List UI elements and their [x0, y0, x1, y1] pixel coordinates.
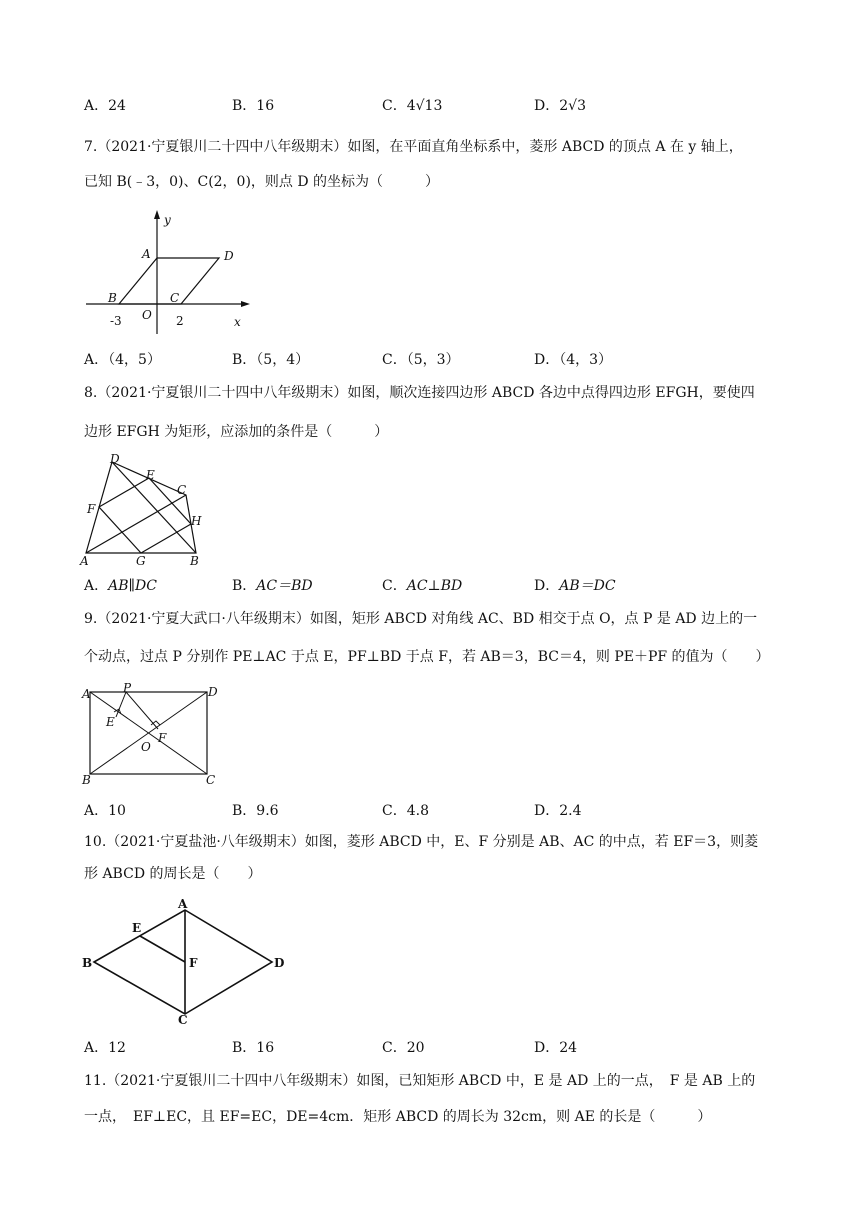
q7-option-a[interactable]: A．（4，5） — [84, 352, 161, 368]
q9-stem-line1: 9.（2021·宁夏大武口·八年级期末）如图，矩形 ABCD 对角线 AC、BD 相交于点 O，点 P 是 AD 边上的一 — [84, 611, 758, 627]
q9-label-o: O — [141, 740, 151, 754]
q10-figure — [76, 896, 296, 1026]
q7-label-x: x — [234, 315, 241, 329]
q10-option-c[interactable]: C．20 — [382, 1040, 425, 1056]
q9-label-a: A — [82, 687, 91, 701]
q10-stem-line2: 形 ABCD 的周长是（ ） — [84, 866, 262, 882]
q10-stem-line1: 10.（2021·宁夏盐池·八年级期末）如图，菱形 ABCD 中，E、F 分别是 AB、AC 的中点，若 EF＝3，则菱 — [84, 834, 759, 850]
q10-label-f: F — [189, 956, 198, 970]
q8-label-g: G — [136, 554, 146, 568]
q7-stem-line2: 已知 B(﹣3，0)、C(2，0)，则点 D 的坐标为（ ） — [84, 174, 440, 190]
q7-label-d: D — [224, 249, 234, 263]
q7-options — [84, 349, 784, 369]
q10-label-a: A — [178, 897, 188, 911]
q7-label-a: A — [142, 247, 151, 261]
q9-label-f: F — [158, 731, 167, 745]
q8-option-d[interactable]: D．AB＝DC — [534, 578, 616, 594]
q9-label-e: E — [106, 715, 115, 729]
q7-label-c: C — [170, 291, 180, 305]
q9-label-p: P — [123, 681, 132, 695]
q9-stem-line2: 个动点，过点 P 分别作 PE⊥AC 于点 E，PF⊥BD 于点 F，若 AB＝3，BC＝4，则 PE＋PF 的值为（ ） — [84, 649, 770, 665]
q9-option-b[interactable]: B．9.6 — [232, 803, 279, 819]
q7-label-o: O — [142, 308, 152, 322]
q7-option-c[interactable]: C．（5，3） — [382, 352, 460, 368]
q10-options — [84, 1037, 784, 1057]
q6-option-b[interactable]: B．16 — [232, 98, 275, 114]
q7-label-b: B — [108, 291, 117, 305]
q7-label-y: y — [164, 213, 171, 227]
q10-label-e: E — [132, 921, 142, 935]
q9-label-b: B — [82, 773, 91, 787]
q6-options — [84, 95, 784, 115]
q11-stem-line2: 一点， EF⊥EC，且 EF=EC，DE=4cm．矩形 ABCD 的周长为 32cm，则 AE 的长是（ ） — [84, 1109, 712, 1125]
q8-label-d: D — [110, 452, 120, 466]
q10-label-c: C — [178, 1013, 188, 1026]
q8-label-a: A — [80, 554, 89, 568]
q8-figure — [76, 450, 216, 572]
q6-option-a[interactable]: A．24 — [84, 98, 126, 114]
q7-label-minus3: -3 — [110, 314, 122, 328]
q9-label-c: C — [206, 773, 216, 787]
q8-label-f: F — [87, 502, 96, 516]
q7-option-b[interactable]: B．（5，4） — [232, 352, 310, 368]
q9-figure — [78, 680, 228, 790]
q8-label-e: E — [146, 468, 155, 482]
q8-stem-line2: 边形 EFGH 为矩形，应添加的条件是（ ） — [84, 424, 389, 440]
q8-stem-line1: 8.（2021·宁夏银川二十四中八年级期末）如图，顺次连接四边形 ABCD 各边中点得四边形 EFGH，要使四 — [84, 385, 755, 401]
q10-label-d: D — [274, 956, 285, 970]
q11-stem-line1: 11.（2021·宁夏银川二十四中八年级期末）如图，已知矩形 ABCD 中，E 是 AD 上的一点， F 是 AB 上的 — [84, 1073, 756, 1089]
q10-option-a[interactable]: A．12 — [84, 1040, 126, 1056]
q8-option-a[interactable]: A．AB∥DC — [84, 578, 157, 594]
q10-option-d[interactable]: D．24 — [534, 1040, 578, 1056]
q8-label-b: B — [190, 554, 199, 568]
q9-options — [84, 800, 784, 820]
q10-label-b: B — [82, 956, 93, 970]
q8-label-h: H — [191, 514, 202, 528]
q10-option-b[interactable]: B．16 — [232, 1040, 275, 1056]
q7-figure — [84, 206, 254, 336]
q8-label-c: C — [177, 483, 187, 497]
q9-label-d: D — [208, 685, 218, 699]
q6-option-d[interactable]: D．2√3 — [534, 98, 586, 114]
q6-option-c[interactable]: C．4√13 — [382, 98, 443, 114]
q7-stem-line1: 7.（2021·宁夏银川二十四中八年级期末）如图，在平面直角坐标系中，菱形 ABCD 的顶点 A 在 y 轴上， — [84, 139, 743, 155]
q9-option-a[interactable]: A．10 — [84, 803, 126, 819]
q8-option-b[interactable]: B．AC＝BD — [232, 578, 313, 594]
q9-option-c[interactable]: C．4.8 — [382, 803, 429, 819]
q7-option-d[interactable]: D．（4，3） — [534, 352, 613, 368]
q9-option-d[interactable]: D．2.4 — [534, 803, 582, 819]
q7-label-2: 2 — [176, 314, 184, 328]
q8-options — [84, 575, 784, 595]
q8-option-c[interactable]: C．AC⊥BD — [382, 578, 463, 594]
